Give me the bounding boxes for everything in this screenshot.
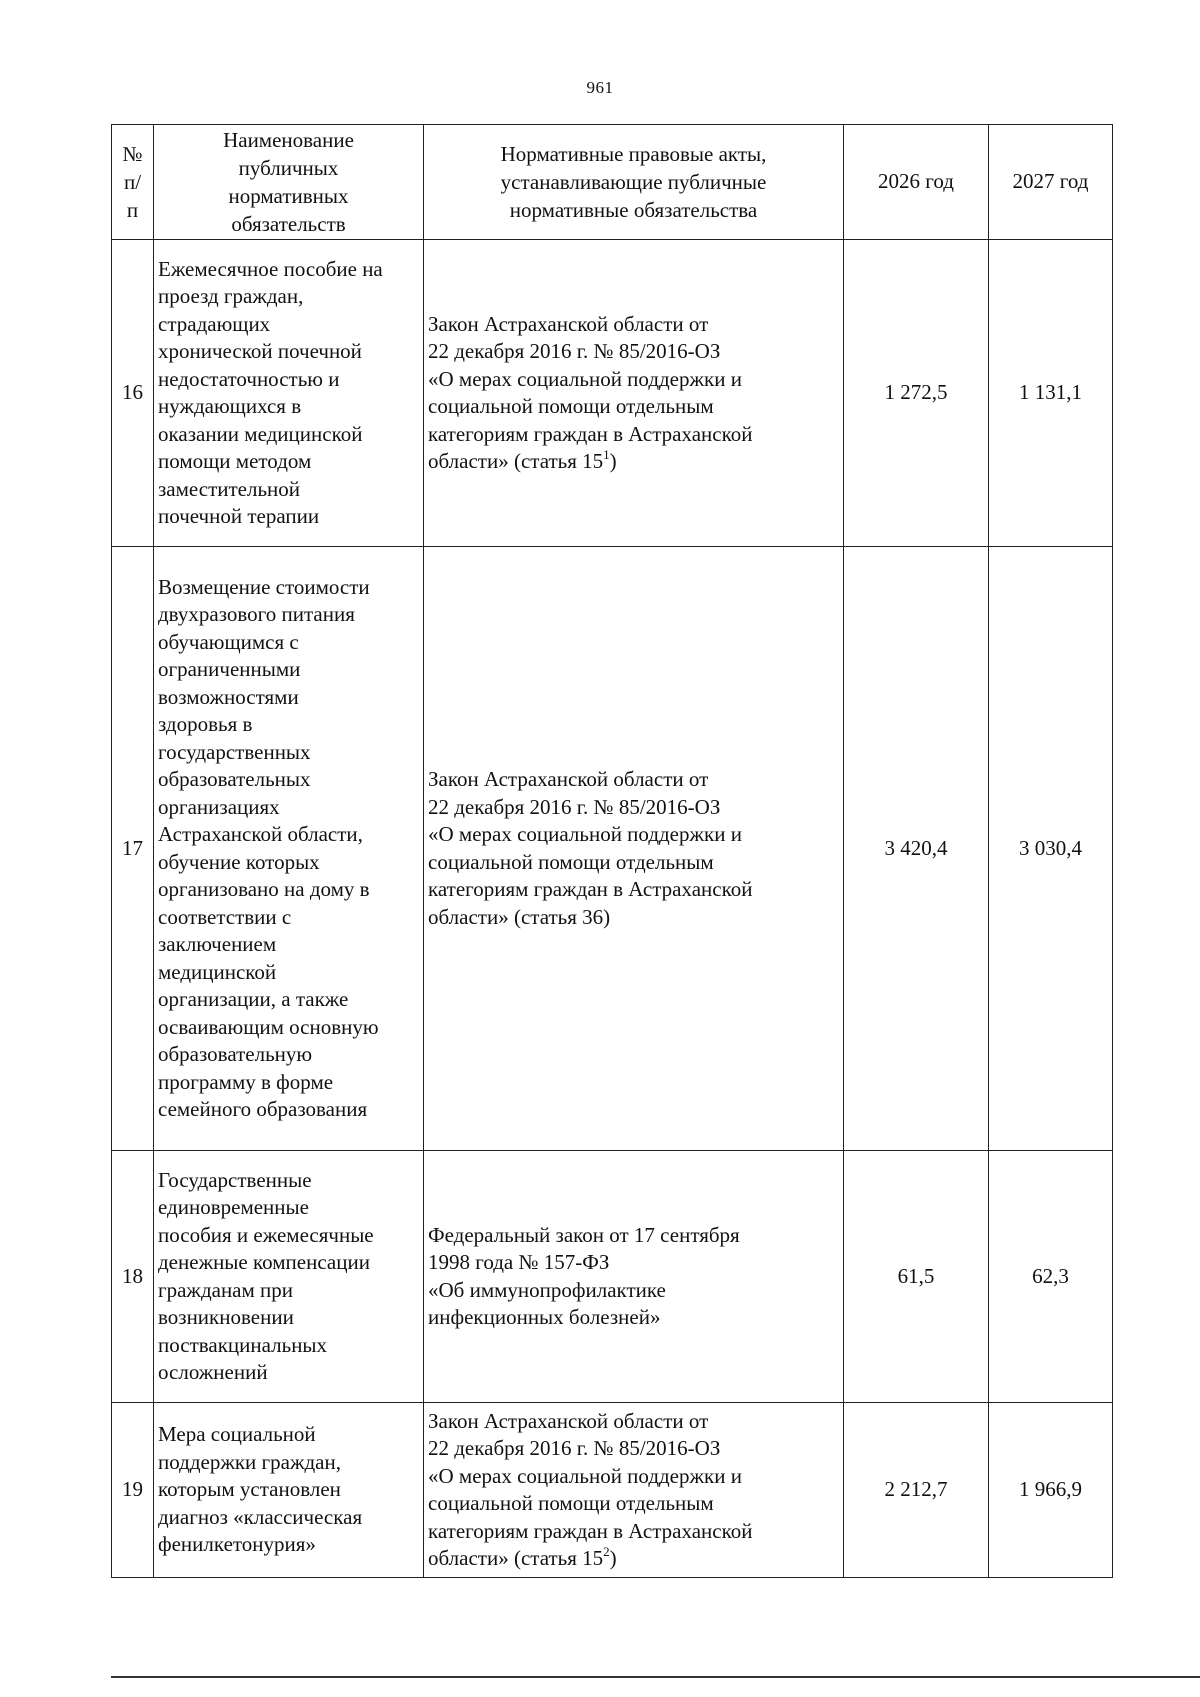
value-2027: 3 030,4 [989,547,1113,1151]
header-year-2026: 2026 год [844,125,989,240]
table-row [112,1403,1113,1578]
value-2026: 3 420,4 [844,547,989,1151]
table-row [112,547,1113,1151]
obligation-name: Государственные единовременные пособия и ежемесячные денежные компенсации гражданам при возникновении поствакцинальных осложнений [154,1151,424,1403]
legal-acts: Федеральный закон от 17 сентября 1998 года № 157-ФЗ «Об иммунопрофилактике инфекционных болезней» [424,1151,844,1403]
table-header-row [112,125,1113,240]
value-2026: 2 212,7 [844,1403,989,1578]
value-2026: 61,5 [844,1151,989,1403]
footer-rule [111,1676,1200,1678]
obligations-table [111,124,1113,1578]
value-2027: 62,3 [989,1151,1113,1403]
header-legal-acts: Нормативные правовые акты, устанавливающие публичные нормативные обязательства [424,125,844,240]
obligation-name: Мера социальной поддержки граждан, которым установлен диагноз «классическая фенилкетонурия» [154,1403,424,1578]
header-number: № п/ п [112,125,154,240]
header-year-2027: 2027 год [989,125,1113,240]
table-row [112,1151,1113,1403]
table-row [112,240,1113,547]
article-superscript: 2 [603,1544,610,1559]
header-obligation-name: Наименование публичных нормативных обязательств [154,125,424,240]
value-2027: 1 966,9 [989,1403,1113,1578]
row-number: 17 [112,547,154,1151]
row-number: 19 [112,1403,154,1578]
value-2026: 1 272,5 [844,240,989,547]
page-number: 961 [586,78,614,97]
obligation-name: Возмещение стоимости двухразового питания обучающимся с ограниченными возможностями здоровья в государственных образовательных организациях Астраханской области, обучение которых организовано на дому в соответствии с заключением медицинской организации, а также осваивающим основную образовательную программу в форме семейного образования [154,547,424,1151]
article-superscript: 1 [603,447,610,462]
legal-acts: Закон Астраханской области от 22 декабря 2016 г. № 85/2016-ОЗ «О мерах социальной поддержки и социальной помощи отдельным категориям граждан в Астраханской области» (статья $15^1$) [424,240,844,547]
row-number: 18 [112,1151,154,1403]
legal-acts: Закон Астраханской области от 22 декабря 2016 г. № 85/2016-ОЗ «О мерах социальной поддержки и социальной помощи отдельным категориям граждан в Астраханской области» (статья $15^2$) [424,1403,844,1578]
legal-acts: Закон Астраханской области от 22 декабря 2016 г. № 85/2016-ОЗ «О мерах социальной поддержки и социальной помощи отдельным категориям граждан в Астраханской области» (статья 36) [424,547,844,1151]
obligation-name: Ежемесячное пособие на проезд граждан, страдающих хронической почечной недостаточностью и нуждающихся в оказании медицинской помощи методом заместительной почечной терапии [154,240,424,547]
value-2027: 1 131,1 [989,240,1113,547]
row-number: 16 [112,240,154,547]
